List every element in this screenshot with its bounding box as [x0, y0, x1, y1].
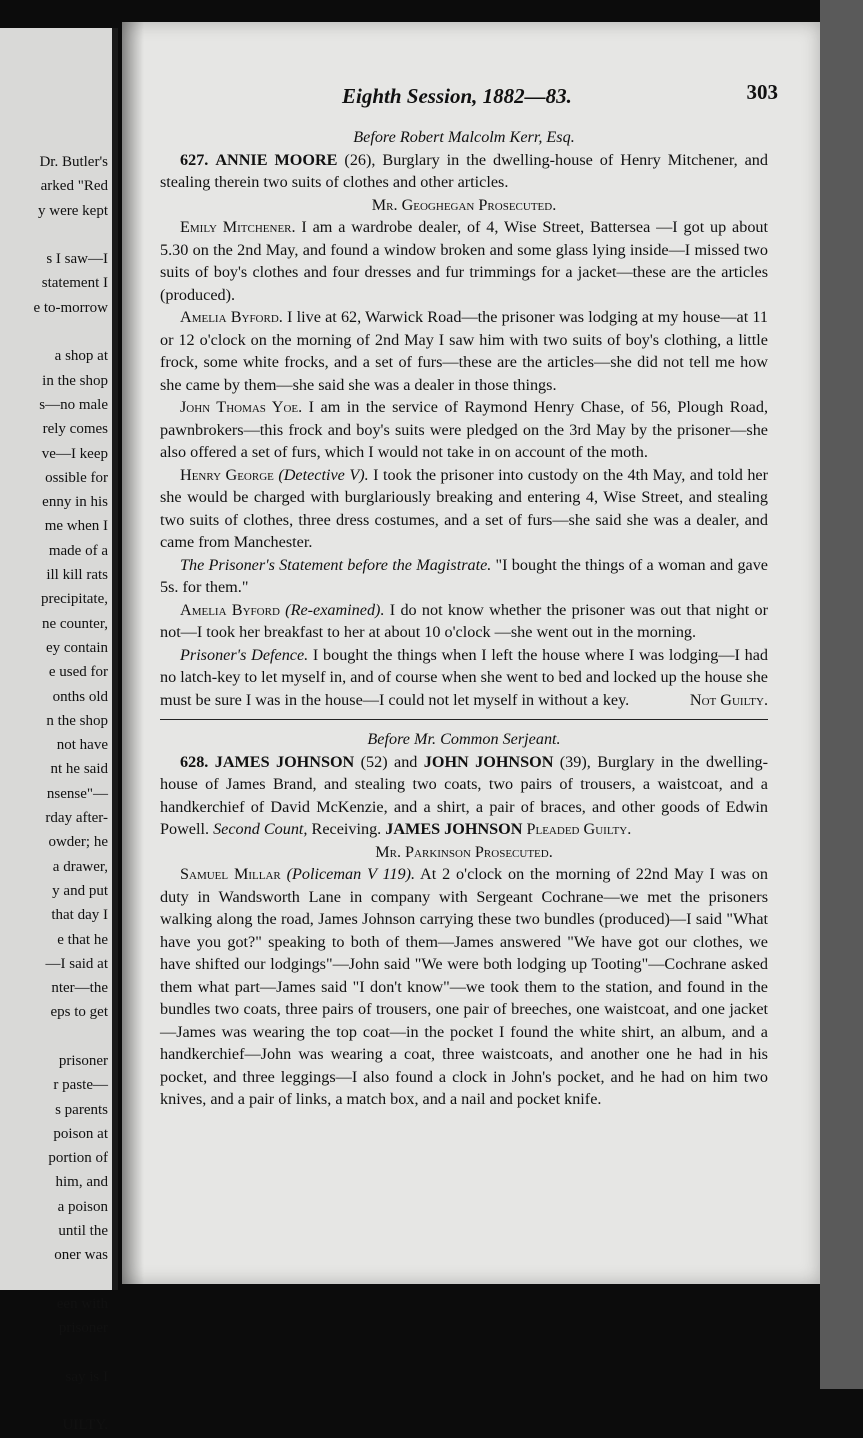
- case-628-before: Before Mr. Common Serjeant.: [367, 730, 561, 748]
- left-page-line: e that he: [57, 931, 108, 948]
- left-page-line: eps to get: [50, 1004, 108, 1021]
- reexamination: [160, 599, 768, 644]
- left-page-line: [0, 1341, 108, 1365]
- left-page-line: ey contain: [45, 639, 108, 656]
- witness-name: Samuel Millar: [180, 865, 281, 883]
- case-628-defendant-1: JAMES JOHNSON: [214, 752, 355, 771]
- prisoner-defence: [160, 644, 768, 712]
- page-header: [160, 80, 778, 114]
- left-page-line: a shop at: [54, 348, 108, 365]
- document-page: [122, 22, 820, 1284]
- defence-text: I bought the things when I left the house where I was lodging—I had no latch-key to let myself in, and of course when she went to bed and locked up the house she must be sure I was in the house—I could not let myself in without a key.: [160, 645, 768, 709]
- left-page-line: een with: [56, 1295, 108, 1312]
- left-page-line: in the shop: [42, 372, 108, 389]
- left-page-text: [0, 150, 108, 1438]
- left-page-line: s parents: [55, 1101, 108, 1118]
- left-page-line: nter—the: [51, 980, 108, 997]
- witness-paragraph: [160, 464, 768, 554]
- left-page-line: until the: [58, 1223, 108, 1240]
- case-divider: [160, 719, 768, 720]
- left-page-line: ve—I keep: [41, 445, 108, 462]
- running-title: Eighth Session, 1882—83.: [342, 84, 572, 108]
- case-627-defendant: ANNIE MOORE: [215, 150, 338, 169]
- left-page-line: me when I: [44, 518, 108, 535]
- statement-label: The Prisoner's Statement before the Magistrate.: [180, 555, 492, 574]
- left-page-line: —I said at: [45, 955, 108, 972]
- left-page-line: ill kill rats: [46, 567, 108, 584]
- left-page-line: rday after-: [45, 810, 108, 827]
- left-page-line: statement I: [41, 275, 108, 292]
- left-page-line: [0, 1268, 108, 1292]
- witness-name: John Thomas Yoe.: [180, 398, 303, 416]
- witness-role: (Detective V).: [273, 465, 369, 484]
- reexam-text: I do not know whether the prisoner was out that night or not—I took her breakfast to her at about 10 o'clock —she went out in the morning.: [160, 600, 768, 641]
- case-628-number: 628.: [180, 752, 209, 771]
- prisoner-statement: [160, 554, 768, 599]
- witness-name: Henry George: [180, 465, 274, 484]
- left-page-line: made of a: [48, 542, 108, 559]
- left-page-line: ossible for: [45, 469, 108, 486]
- case-628-defendant-2: JOHN JOHNSON: [423, 752, 554, 771]
- case-628-heading: [160, 751, 768, 841]
- left-page-line: e used for: [48, 664, 108, 681]
- case-628-prosecution: Mr. Parkinson Prosecuted.: [375, 842, 553, 861]
- case-627-number: 627.: [180, 150, 209, 169]
- left-page-line: poison at: [53, 1125, 108, 1142]
- case-627-heading: [160, 149, 768, 194]
- left-page-line: [0, 1389, 108, 1413]
- left-page-line: y and put: [52, 882, 108, 899]
- gutter-shadow: [122, 22, 144, 1284]
- left-page-line: [0, 320, 108, 344]
- left-page-line: s I saw—I: [46, 251, 108, 268]
- witness-paragraph: [160, 216, 768, 306]
- left-page-line: rely comes: [42, 421, 108, 438]
- left-page-line: owder; he: [48, 834, 108, 851]
- verdict: Not Guilty.: [689, 690, 768, 709]
- left-page-line: say is I: [65, 1368, 108, 1385]
- statement-text: "I bought the things of a woman and gave 5s. for them.": [160, 555, 768, 596]
- left-page-line: a poison: [57, 1198, 108, 1215]
- witness-testimony: I am in the service of Raymond Henry Chase, of 56, Plough Road, pawnbrokers—this frock and boy's suits were pledged on the 3rd May by the prisoner—she also offered a set of furs, which I would not take in on account of the moth.: [160, 398, 768, 461]
- left-page-line: [0, 1025, 108, 1049]
- case-628-plea-name: JAMES JOHNSON: [385, 820, 523, 838]
- left-page-line: prisoner: [58, 1320, 108, 1337]
- witness-name: Emily Mitchener.: [180, 218, 296, 236]
- reexam-role: (Re-examined).: [279, 600, 385, 619]
- left-page-line: [0, 223, 108, 247]
- left-page-line: arked "Red: [40, 178, 108, 195]
- left-page-line: s—no male: [39, 396, 108, 413]
- left-page-line: y were kept: [38, 202, 108, 219]
- left-page-line: e to-morrow: [33, 299, 108, 316]
- left-page-line: UILTY.: [62, 1417, 108, 1434]
- left-page-line: Dr. Butler's: [39, 154, 108, 170]
- page-body: [160, 126, 768, 1111]
- left-page-line: r paste—: [53, 1077, 108, 1094]
- case-628-second-count: Second Count,: [213, 820, 308, 838]
- case-628-plea: Pleaded Guilty.: [522, 820, 632, 838]
- left-page-line: n the shop: [46, 712, 108, 729]
- case-627-before: Before Robert Malcolm Kerr, Esq.: [353, 128, 575, 146]
- left-page-line: nsense"—: [46, 785, 108, 802]
- reexam-name: Amelia Byford: [180, 600, 280, 619]
- case-627-prosecution: Mr. Geoghegan Prosecuted.: [371, 195, 557, 214]
- left-page-line: enny in his: [42, 494, 108, 511]
- witness-testimony: I am a wardrobe dealer, of 4, Wise Street, Battersea —I got up about 5.30 on the 2nd May, and found a window broken and some glass lying inside—I missed two suits of boy's clothes and four dresses and fur trimmings for a jacket—these are the articles (produced).: [160, 218, 769, 304]
- left-facing-page: [0, 28, 118, 1434]
- left-page-line: nt he said: [50, 761, 108, 778]
- witness-paragraph: [160, 306, 768, 396]
- witness-paragraph: [160, 863, 768, 1111]
- witness-role: (Policeman V 119).: [280, 865, 416, 883]
- case-628-charge: (39), Burglary in the dwelling-house of James Brand, and stealing two coats, two pairs of trousers, a waistcoat, and a handkerchief of David McKenzie, and a shirt, a pair of braces, and other goods of Edwin Powell.: [160, 752, 769, 838]
- left-page-line: a drawer,: [52, 858, 108, 875]
- left-page-line: that day I: [51, 907, 108, 924]
- witness-testimony: I live at 62, Warwick Road—the prisoner was lodging at my house—at 11 or 12 o'clock on the morning of 2nd May I saw him with two suits of boy's clothing, a little frock, some white frocks, and a set of furs—these are the articles—she did not tell me how she came by them—she said she was a dealer in those things.: [160, 308, 768, 394]
- witness-name: Amelia Byford.: [180, 308, 283, 326]
- defence-label: Prisoner's Defence.: [180, 645, 309, 664]
- case-628-receiving: Receiving.: [307, 820, 386, 838]
- right-background-edge: [820, 0, 863, 1389]
- left-page-line: ne counter,: [41, 615, 108, 632]
- case-628-age-1: (52) and: [354, 752, 424, 771]
- case-627-charge: (26), Burglary in the dwelling-house of Henry Mitchener, and stealing therein two suits of clothes and other articles.: [160, 150, 768, 191]
- witness-testimony: I took the prisoner into custody on the 4th May, and told her she would be charged with burglariously breaking and entering 4, Wise Street, and stealing two suits of clothes, three dress costumes, and a set of furs—she said she was a dealer, and came from Manchester.: [160, 465, 768, 551]
- left-page-line: not have: [56, 737, 108, 754]
- left-page-line: portion of: [48, 1150, 108, 1167]
- page-number: 303: [746, 80, 778, 104]
- left-page-line: onths old: [52, 688, 108, 705]
- left-page-line: oner was: [54, 1247, 108, 1264]
- witness-paragraph: [160, 396, 768, 464]
- left-page-line: precipitate,: [40, 591, 108, 608]
- witness-testimony: At 2 o'clock on the morning of 22nd May I was on duty in Wandsworth Lane in company with Sergeant Cochrane—we met the prisoners walking along the road, James Johnson carrying these two bundles (produced)—I said "What have you got?" speaking to both of them—James answered "We have got our clothes, we have shifted our lodgings"—John said "We were both lodging up Tooting"—Cochrane asked them what part—James said "I don't know"—we took them to the station, and found in the bundles two coats, three pairs of trousers, one pair of breeches, one waistcoat, and one jacket—James was wearing the top coat—in the pocket I found the white shirt, an album, and a handkerchief—John was wearing a coat, three waistcoats, and another one he had in his pocket, and three leggings—I also found a clock in John's pocket, and he had on him two knives, and a pair of links, a match box, and a nail and pocket knife.: [160, 865, 768, 1108]
- left-page-line: him, and: [55, 1174, 108, 1191]
- left-page-line: prisoner: [58, 1052, 108, 1069]
